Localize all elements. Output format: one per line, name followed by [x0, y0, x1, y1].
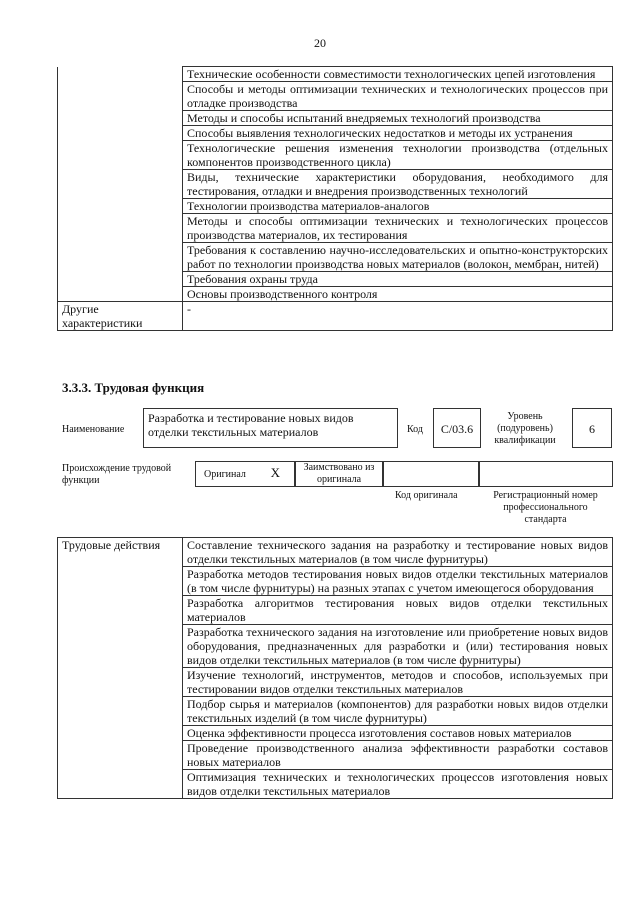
borrowed-label: Заимствовано из оригинала [295, 461, 383, 487]
registration-number-cell [479, 461, 613, 487]
knowledge-item: Технические особенности совместимости технологических цепей изготовления [183, 67, 613, 82]
original-cell [195, 461, 295, 487]
level-label: Уровень (подуровень) квалификации [494, 411, 556, 446]
labor-action-item: Составление технического задания на разработку и тестирование новых видов отделки текстильных материалов (в том числе фурнитуры) [183, 538, 613, 567]
knowledge-table [57, 66, 613, 331]
knowledge-label-cell [58, 67, 183, 302]
labor-actions-label: Трудовые действия [58, 538, 183, 799]
page-number: 20 [314, 36, 326, 50]
labor-action-item: Изучение технологий, инструментов, методов и способов, используемых при тестировании видов отделки текстильных материалов [183, 668, 613, 697]
knowledge-item: Требования к составлению научно-исследовательских и опытно-конструкторских работ по технологии производства новых материалов (волокон, мембран, нитей) [183, 243, 613, 272]
level-value: 6 [572, 408, 612, 448]
original-label: Оригинал [204, 469, 246, 480]
origin-label: Происхождение трудовой функции [62, 463, 172, 486]
labor-action-item: Подбор сырья и материалов (компонентов) для разработки новых видов отделки текстильных изделий (в том числе фурнитуры) [183, 697, 613, 726]
labor-action-item: Оценка эффективности процесса изготовления составов новых материалов [183, 726, 613, 741]
knowledge-item: Технологические решения изменения технологии производства (отдельных компонентов производственного цикла) [183, 141, 613, 170]
knowledge-item: Методы и способы испытаний внедряемых технологий производства [183, 111, 613, 126]
knowledge-item: Виды, технические характеристики оборудования, необходимого для тестирования, отладки и внедрения производственных технологий [183, 170, 613, 199]
table-row [58, 67, 613, 82]
name-label: Наименование [62, 424, 125, 435]
section-title: 3.3.3. Трудовая функция [62, 380, 205, 395]
code-label: Код [407, 424, 423, 435]
labor-action-item: Разработка алгоритмов тестирования новых видов отделки текстильных материалов [183, 596, 613, 625]
table-row [58, 302, 613, 331]
function-code-value: C/03.6 [433, 408, 481, 448]
original-code-cell [383, 461, 479, 487]
original-code-caption: Код оригинала [395, 490, 458, 501]
labor-action-item: Оптимизация технических и технологических процессов изготовления новых видов отделки текстильных материалов [183, 770, 613, 799]
knowledge-item: Требования охраны труда [183, 272, 613, 287]
registration-number-caption: Регистрационный номер профессионального стандарта [493, 490, 598, 525]
knowledge-item: Основы производственного контроля [183, 287, 613, 302]
function-name-value: Разработка и тестирование новых видов отделки текстильных материалов [143, 408, 398, 448]
labor-action-item: Разработка технического задания на изготовление или приобретение новых видов оборудования, предназначенных для разработки и (или) тестирования новых видов отделки текстильных материалов (в том числе фурнитуры) [183, 625, 613, 668]
labor-action-item: Разработка методов тестирования новых видов отделки текстильных материалов (в том числе фурнитуры) на разных этапах с учетом имеющегося оборудования [183, 567, 613, 596]
knowledge-item: Способы и методы оптимизации технических и технологических процессов при отладке производства [183, 82, 613, 111]
labor-actions-table [57, 537, 613, 799]
knowledge-item: Способы выявления технологических недостатков и методы их устранения [183, 126, 613, 141]
labor-action-item: Проведение производственного анализа эффективности разработки составов новых материалов [183, 741, 613, 770]
table-row [58, 538, 613, 567]
knowledge-item: Методы и способы оптимизации технических и технологических процессов производства материалов, их тестирования [183, 214, 613, 243]
other-characteristics-label: Другие характеристики [58, 302, 183, 331]
knowledge-item: Технологии производства материалов-аналогов [183, 199, 613, 214]
other-characteristics-value: - [183, 302, 613, 331]
original-mark: X [270, 465, 280, 480]
